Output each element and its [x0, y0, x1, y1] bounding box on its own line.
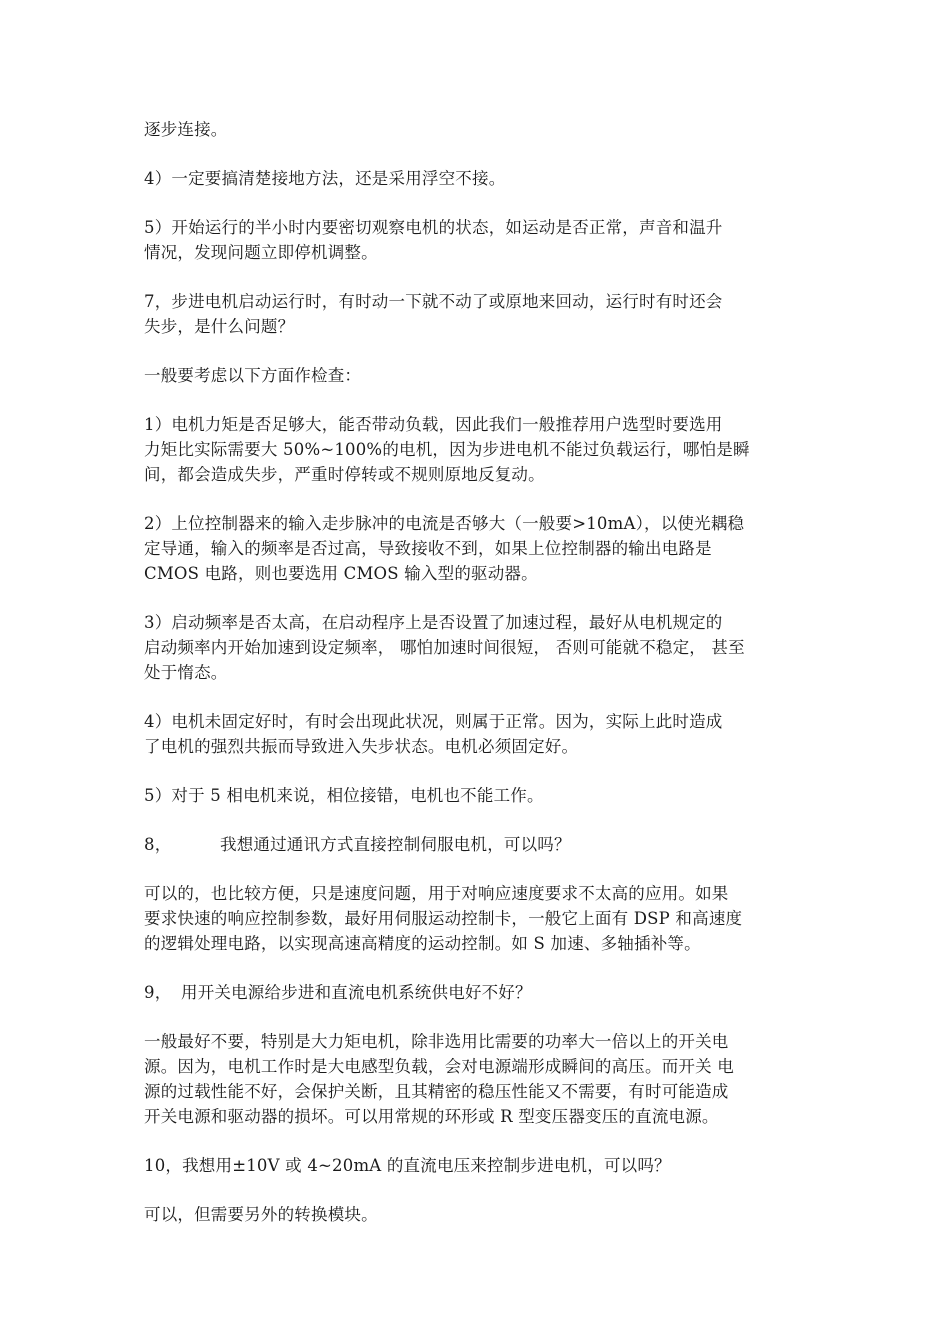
text-line: 力矩比实际需要大 50%~100%的电机，因为步进电机不能过负载运行，哪怕是瞬 — [144, 440, 750, 459]
text-line — [144, 832, 810, 857]
text-line: 开关电源和驱动器的损坏。可以用常规的环形或 R 型变压器变压的直流电源。 — [144, 1107, 719, 1126]
text-line: 源的过载性能不好，会保护关断，且其精密的稳压性能又不需要，有时可能造成 — [144, 1082, 729, 1101]
text-line: 失步，是什么问题？ — [144, 317, 295, 336]
text-line: 4）一定要搞清楚接地方法，还是采用浮空不接。 — [144, 169, 506, 188]
text-line: 的逻辑处理电路，以实现高速高精度的运动控制。如 S 加速、多轴插补等。 — [144, 934, 701, 953]
text-line: 源。因为，电机工作时是大电感型负载，会对电源端形成瞬间的高压。而开关 电 — [144, 1057, 734, 1076]
paragraph — [144, 709, 810, 759]
text-line: 可以，但需要另外的转换模块。 — [144, 1205, 378, 1224]
paragraph — [144, 610, 810, 685]
text-line — [144, 980, 810, 1005]
question-8 — [144, 832, 810, 857]
text-line: 定导通，输入的频率是否过高，导致接收不到，如果上位控制器的输出电路是 — [144, 539, 712, 558]
paragraph — [144, 215, 810, 265]
text-line: 一般最好不要，特别是大力矩电机，除非选用比需要的功率大一倍以上的开关电 — [144, 1032, 729, 1051]
question-number: 9， — [144, 983, 172, 1002]
question-number: 8， — [144, 835, 172, 854]
question-text: 用开关电源给步进和直流电机系统供电好不好？ — [181, 983, 532, 1002]
text-line: 4）电机未固定好时，有时会出现此状况，则属于正常。因为，实际上此时造成 — [144, 712, 723, 731]
text-line: 3）启动频率是否太高，在启动程序上是否设置了加速过程，最好从电机规定的 — [144, 613, 723, 632]
text-line: 一般要考虑以下方面作检查： — [144, 366, 362, 385]
question-10 — [144, 1153, 810, 1178]
paragraph — [144, 783, 810, 808]
text-line: 2）上位控制器来的输入走步脉冲的电流是否够大（一般要>10mA），以使光耦稳 — [144, 514, 745, 533]
text-line: 7，步进电机启动运行时，有时动一下就不动了或原地来回动，运行时有时还会 — [144, 292, 723, 311]
text-line: 了电机的强烈共振而导致进入失步状态。电机必须固定好。 — [144, 737, 579, 756]
answer-10 — [144, 1202, 810, 1227]
paragraph — [144, 412, 810, 487]
text-line: 启动频率内开始加速到设定频率， 哪怕加速时间很短， 否则可能就不稳定， 甚至 — [144, 638, 745, 657]
paragraph — [144, 166, 810, 191]
paragraph — [144, 511, 810, 586]
document-body — [144, 117, 810, 1251]
text-line: 处于惰态。 — [144, 663, 228, 682]
question-7 — [144, 289, 810, 339]
text-line: 可以的，也比较方便，只是速度问题，用于对响应速度要求不太高的应用。如果 — [144, 884, 729, 903]
text-line: CMOS 电路，则也要选用 CMOS 输入型的驱动器。 — [144, 564, 538, 583]
text-line: 要求快速的响应控制参数，最好用伺服运动控制卡，一般它上面有 DSP 和高速度 — [144, 909, 743, 928]
text-line: 10，我想用±10V 或 4~20mA 的直流电压来控制步进电机，可以吗？ — [144, 1156, 671, 1175]
text-line: 情况，发现问题立即停机调整。 — [144, 243, 378, 262]
answer-8 — [144, 881, 810, 956]
question-text: 我想通过通讯方式直接控制伺服电机，可以吗？ — [220, 835, 571, 854]
text-line: 5）对于 5 相电机来说，相位接错，电机也不能工作。 — [144, 786, 544, 805]
text-line: 逐步连接。 — [144, 120, 228, 139]
paragraph — [144, 363, 810, 388]
text-line: 1）电机力矩是否足够大，能否带动负载，因此我们一般推荐用户选型时要选用 — [144, 415, 723, 434]
answer-9 — [144, 1029, 810, 1129]
paragraph — [144, 117, 810, 142]
question-9 — [144, 980, 810, 1005]
text-line: 5）开始运行的半小时内要密切观察电机的状态，如运动是否正常，声音和温升 — [144, 218, 723, 237]
text-line: 间，都会造成失步，严重时停转或不规则原地反复动。 — [144, 465, 545, 484]
